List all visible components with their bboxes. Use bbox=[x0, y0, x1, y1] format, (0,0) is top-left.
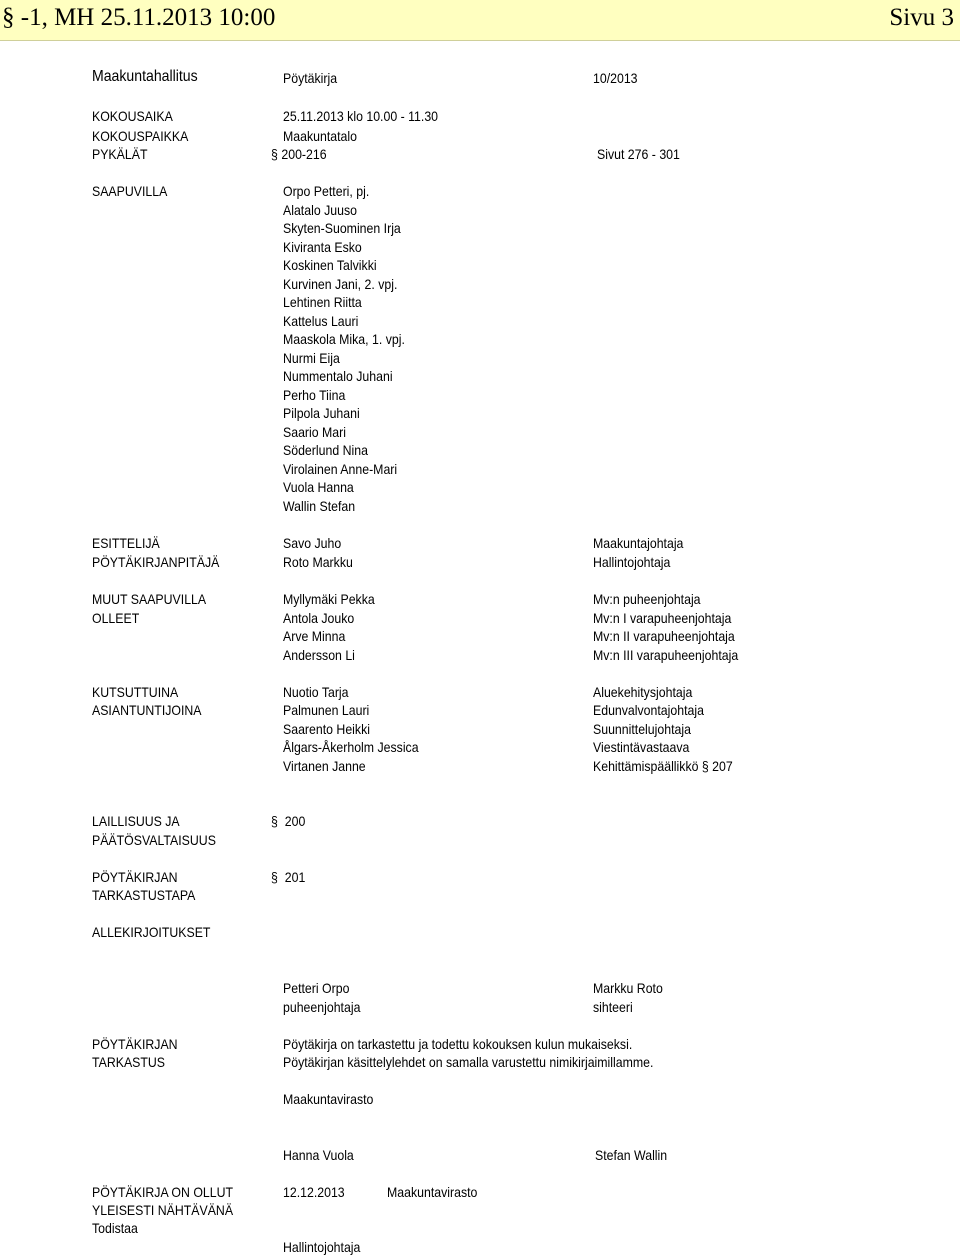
muut-label-line2: OLLEET bbox=[92, 610, 140, 626]
tarkastustapa-section-number: 201 bbox=[284, 869, 306, 885]
header-section-date: § -1, MH 25.11.2013 10:00 bbox=[2, 4, 276, 31]
nahtavana-label: PÖYTÄKIRJA ON OLLUT bbox=[92, 1184, 234, 1200]
other-name: Antola Jouko bbox=[283, 610, 355, 626]
allekirjoitukset-label: ALLEKIRJOITUKSET bbox=[92, 924, 211, 940]
kokouspaikka-label: KOKOUSPAIKKA bbox=[92, 128, 189, 144]
other-role: Mv:n II varapuheenjohtaja bbox=[593, 628, 735, 644]
pykalat-label: PYKÄLÄT bbox=[92, 146, 148, 162]
attendee: Skyten-Suominen Irja bbox=[283, 220, 401, 236]
nahtavana-label-line2: YLEISESTI NÄHTÄVÄNÄ bbox=[92, 1202, 234, 1218]
attendee: Söderlund Nina bbox=[283, 442, 368, 458]
attendee: Pilpola Juhani bbox=[283, 405, 360, 421]
kokousaika-value: 25.11.2013 klo 10.00 - 11.30 bbox=[283, 108, 439, 124]
laillisuus-value bbox=[271, 812, 305, 830]
poytakirjanpitaja-label: PÖYTÄKIRJANPITÄJÄ bbox=[92, 554, 220, 570]
kokouspaikka-value: Maakuntatalo bbox=[283, 128, 357, 144]
tarkastus-text: Pöytäkirja on tarkastettu ja todettu kokouksen kulun mukaiseksi. bbox=[283, 1036, 633, 1052]
saapuvilla-label: SAAPUVILLA bbox=[92, 183, 168, 199]
other-name: Arve Minna bbox=[283, 628, 346, 644]
laillisuus-label-line2: PÄÄTÖSVALTAISUUS bbox=[92, 832, 216, 848]
attendee: Kurvinen Jani, 2. vpj. bbox=[283, 275, 398, 292]
pykalat-value bbox=[271, 145, 327, 163]
kokousaika-label: KOKOUSAIKA bbox=[92, 108, 173, 124]
tarkastus-text-line2: Pöytäkirjan käsittelylehdet on samalla varustettu nimikirjaimillamme. bbox=[283, 1054, 654, 1070]
other-role: Mv:n III varapuheenjohtaja bbox=[593, 647, 739, 663]
esittelija-label: ESITTELIJÄ bbox=[92, 535, 160, 551]
muut-label: MUUT SAAPUVILLA bbox=[92, 591, 207, 607]
expert-role: Aluekehitysjohtaja bbox=[593, 684, 693, 700]
attendee: Nummentalo Juhani bbox=[283, 368, 393, 384]
poytakirjanpitaja-role: Hallintojohtaja bbox=[593, 554, 671, 570]
tarkastustapa-label-line2: TARKASTUSTAPA bbox=[92, 887, 196, 903]
expert-name: Nuotio Tarja bbox=[283, 684, 349, 700]
other-name: Andersson Li bbox=[283, 647, 355, 663]
poytakirjanpitaja-name: Roto Markku bbox=[283, 554, 353, 570]
tarkastustapa-label: PÖYTÄKIRJAN bbox=[92, 869, 178, 885]
pykalat-range: 200-216 bbox=[281, 146, 327, 162]
attendee: Wallin Stefan bbox=[283, 497, 356, 514]
attendee: Virolainen Anne-Mari bbox=[283, 460, 398, 477]
expert-name: Saarento Heikki bbox=[283, 721, 370, 737]
attendee: Kiviranta Esko bbox=[283, 238, 362, 255]
nahtavana-signer: Hallintojohtaja bbox=[283, 1239, 361, 1255]
attendee: Vuola Hanna bbox=[283, 479, 354, 495]
esittelija-role: Maakuntajohtaja bbox=[593, 535, 684, 551]
expert-name: Virtanen Janne bbox=[283, 758, 366, 774]
esittelija-name: Savo Juho bbox=[283, 535, 342, 551]
document-number: 10/2013 bbox=[593, 70, 638, 86]
other-role: Mv:n I varapuheenjohtaja bbox=[593, 610, 732, 626]
section-symbol: § bbox=[271, 813, 278, 829]
expert-role: Kehittämispäällikkö § 207 bbox=[593, 758, 733, 774]
nahtavana-date: 12.12.2013 bbox=[283, 1184, 345, 1200]
signer-name: Petteri Orpo bbox=[283, 980, 350, 996]
section-symbol: § bbox=[271, 146, 278, 162]
organization-name: Maakuntahallitus bbox=[92, 68, 198, 85]
other-role: Mv:n puheenjohtaja bbox=[593, 591, 701, 607]
signer-name: Markku Roto bbox=[593, 980, 663, 996]
tarkastus-label: PÖYTÄKIRJAN bbox=[92, 1036, 178, 1052]
expert-role: Suunnittelujohtaja bbox=[593, 721, 691, 737]
attendee: Alatalo Juuso bbox=[283, 201, 357, 218]
attendee: Kattelus Lauri bbox=[283, 312, 359, 329]
expert-role: Viestintävastaava bbox=[593, 739, 690, 755]
nahtavana-place: Maakuntavirasto bbox=[387, 1184, 478, 1200]
header-page-number: Sivu 3 bbox=[889, 4, 954, 31]
attendee: Orpo Petteri, pj. bbox=[283, 183, 370, 199]
attendee: Koskinen Talvikki bbox=[283, 257, 377, 273]
signer-role: puheenjohtaja bbox=[283, 999, 361, 1015]
attendee: Perho Tiina bbox=[283, 386, 346, 403]
attendee: Nurmi Eija bbox=[283, 349, 340, 366]
tarkastus-label-line2: TARKASTUS bbox=[92, 1054, 166, 1070]
checker-name: Hanna Vuola bbox=[283, 1147, 354, 1163]
section-symbol: § bbox=[271, 869, 278, 885]
document-type: Pöytäkirja bbox=[283, 70, 338, 86]
todistaa-label: Todistaa bbox=[92, 1220, 138, 1236]
other-name: Myllymäki Pekka bbox=[283, 591, 375, 607]
attendee: Saario Mari bbox=[283, 423, 347, 440]
attendee: Maaskola Mika, 1. vpj. bbox=[283, 331, 405, 347]
expert-name: Ålgars-Åkerholm Jessica bbox=[283, 739, 419, 755]
kutsuttuina-label: KUTSUTTUINA bbox=[92, 684, 179, 700]
pages-value: Sivut 276 - 301 bbox=[597, 146, 680, 162]
tarkastustapa-value bbox=[271, 868, 305, 886]
checker-name: Stefan Wallin bbox=[595, 1147, 668, 1163]
kutsuttuina-label-line2: ASIANTUNTIJOINA bbox=[92, 702, 202, 718]
tarkastus-place: Maakuntavirasto bbox=[283, 1091, 374, 1107]
signer-role: sihteeri bbox=[593, 999, 633, 1015]
laillisuus-section-number: 200 bbox=[284, 813, 306, 829]
attendee: Lehtinen Riitta bbox=[283, 294, 362, 310]
expert-role: Edunvalvontajohtaja bbox=[593, 702, 704, 718]
laillisuus-label: LAILLISUUS JA bbox=[92, 813, 180, 829]
expert-name: Palmunen Lauri bbox=[283, 702, 370, 718]
